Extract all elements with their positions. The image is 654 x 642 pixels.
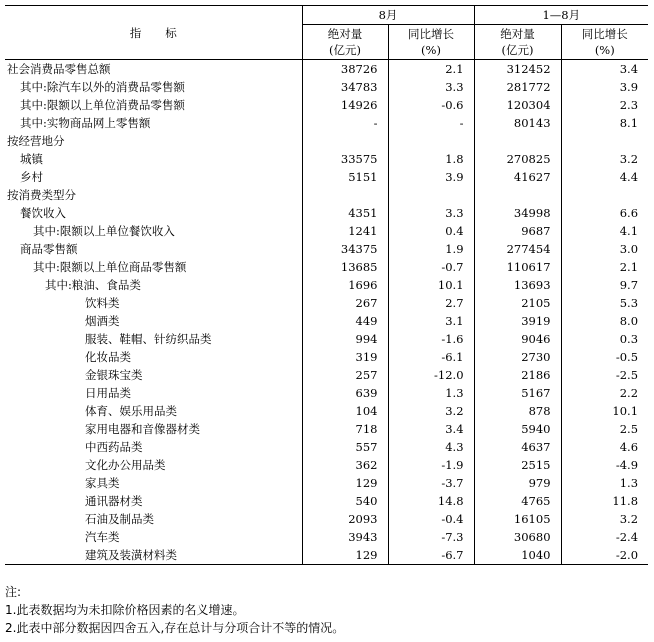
- table-row: [5, 294, 648, 312]
- aug-absolute-value: 257: [302, 366, 388, 384]
- aug-absolute-value: 557: [302, 438, 388, 456]
- ytd-absolute-value: 5167: [474, 384, 561, 402]
- aug-absolute-value: 34375: [302, 240, 388, 258]
- aug-yoy-value: -0.7: [388, 258, 474, 276]
- row-label: 服装、鞋帽、针纺织品类: [5, 330, 302, 348]
- ytd-yoy-value: -2.5: [615, 368, 639, 382]
- row-label: 家具类: [5, 474, 302, 492]
- ytd-absolute-value: 1040: [474, 546, 561, 565]
- ytd-yoy-value: [561, 132, 648, 150]
- ytd-yoy-value: 2.3: [619, 98, 639, 112]
- row-label: 其中:实物商品网上零售额: [5, 114, 302, 132]
- ytd-yoy-value: -2.4: [615, 530, 639, 544]
- table-body: [5, 60, 648, 565]
- ytd-absolute-value: 41627: [474, 168, 561, 186]
- ytd-yoy-value: 4.4: [619, 170, 639, 184]
- table-row: [5, 258, 648, 276]
- aug-yoy-value: 1.8: [388, 150, 474, 168]
- aug-yoy-value: -3.7: [388, 474, 474, 492]
- table-row: [5, 348, 648, 366]
- aug-absolute-value: 1241: [302, 222, 388, 240]
- table-row: [5, 60, 648, 79]
- table-row: [5, 492, 648, 510]
- aug-yoy-value: -0.6: [388, 96, 474, 114]
- aug-absolute-value: 129: [302, 474, 388, 492]
- aug-absolute-value: 3943: [302, 528, 388, 546]
- aug-yoy-value: -7.3: [388, 528, 474, 546]
- row-label: 文化办公用品类: [5, 456, 302, 474]
- col-header-line: 同比增长: [408, 27, 454, 41]
- aug-yoy-value: 3.1: [388, 312, 474, 330]
- ytd-absolute-value: [474, 132, 561, 150]
- table-row: [5, 132, 648, 150]
- ytd-absolute-value: 270825: [474, 150, 561, 168]
- ytd-yoy-value: 2.2: [619, 386, 639, 400]
- table-row: [5, 420, 648, 438]
- ytd-absolute-value: 120304: [474, 96, 561, 114]
- row-label: 其中:除汽车以外的消费品零售额: [5, 78, 302, 96]
- aug-yoy-value: 0.4: [388, 222, 474, 240]
- aug-yoy-value: -1.9: [388, 456, 474, 474]
- table-row: [5, 240, 648, 258]
- col-header-unit: (%): [421, 43, 441, 57]
- col-header-unit: (%): [594, 43, 615, 57]
- aug-absolute-value: 14926: [302, 96, 388, 114]
- ytd-yoy-value: 1.3: [619, 476, 639, 490]
- row-label: 体育、娱乐用品类: [5, 402, 302, 420]
- aug-yoy-value: -12.0: [388, 366, 474, 384]
- ytd-yoy-value: 0.3: [619, 332, 639, 346]
- ytd-yoy-value: 3.2: [619, 152, 639, 166]
- table-row: [5, 186, 648, 204]
- aug-absolute-value: 4351: [302, 204, 388, 222]
- row-label: 石油及制品类: [5, 510, 302, 528]
- row-label: 按经营地分: [5, 132, 302, 150]
- row-label: 按消费类型分: [5, 186, 302, 204]
- ytd-absolute-value: 16105: [474, 510, 561, 528]
- row-label: 商品零售额: [5, 240, 302, 258]
- ytd-absolute-value: 13693: [474, 276, 561, 294]
- row-label: 其中:限额以上单位餐饮收入: [5, 222, 302, 240]
- retail-sales-table: [5, 5, 648, 565]
- ytd-absolute-value: 2730: [474, 348, 561, 366]
- ytd-yoy-value: 8.0: [619, 314, 639, 328]
- row-label: 其中:限额以上单位消费品零售额: [5, 96, 302, 114]
- ytd-yoy-value: [561, 186, 648, 204]
- notes-section: [5, 583, 344, 637]
- table-row: [5, 330, 648, 348]
- aug-yoy-value: -6.7: [388, 546, 474, 565]
- indicator-header: 指标: [5, 6, 302, 60]
- ytd-yoy-value: 11.8: [612, 494, 639, 508]
- table-row: [5, 150, 648, 168]
- period-header-jan-aug: 1—8月: [474, 6, 648, 25]
- aug-absolute-value: 13685: [302, 258, 388, 276]
- ytd-absolute-value: 2515: [474, 456, 561, 474]
- aug-yoy-value: 3.3: [388, 78, 474, 96]
- aug-yoy-value: -0.4: [388, 510, 474, 528]
- aug-yoy-value: 4.3: [388, 438, 474, 456]
- ytd-yoy-value: 4.1: [619, 224, 639, 238]
- table-row: [5, 366, 648, 384]
- ytd-yoy-value: 3.4: [619, 62, 639, 76]
- ytd-yoy-value: 2.5: [619, 422, 639, 436]
- row-label: 通讯器材类: [5, 492, 302, 510]
- aug-yoy-value: -1.6: [388, 330, 474, 348]
- aug-absolute-value: 449: [302, 312, 388, 330]
- aug-yoy-value: 2.7: [388, 294, 474, 312]
- ytd-absolute-value: 878: [474, 402, 561, 420]
- ytd-absolute-value: 281772: [474, 78, 561, 96]
- notes-title: 注:: [5, 585, 22, 599]
- row-label: 其中:粮油、食品类: [5, 276, 302, 294]
- col-header-line: 绝对量: [500, 27, 535, 41]
- ytd-yoy-value: 5.3: [619, 296, 639, 310]
- aug-yoy-value: [388, 132, 474, 150]
- ytd-absolute-value: 4637: [474, 438, 561, 456]
- col-header-ytd-absolute: [474, 25, 561, 60]
- table-row: [5, 510, 648, 528]
- ytd-absolute-value: 9046: [474, 330, 561, 348]
- aug-absolute-value: 718: [302, 420, 388, 438]
- aug-absolute-value: -: [302, 114, 388, 132]
- ytd-yoy-value: 6.6: [619, 206, 639, 220]
- row-label: 烟酒类: [5, 312, 302, 330]
- col-header-line: 绝对量: [327, 27, 363, 41]
- note-line-1: 1.此表数据均为未扣除价格因素的名义增速。: [5, 603, 245, 617]
- ytd-yoy-value: -2.0: [561, 546, 648, 565]
- aug-yoy-value: -: [388, 114, 474, 132]
- aug-yoy-value: 2.1: [388, 60, 474, 79]
- ytd-absolute-value: 80143: [474, 114, 561, 132]
- aug-yoy-value: 1.9: [388, 240, 474, 258]
- aug-yoy-value: 3.9: [388, 168, 474, 186]
- aug-yoy-value: 1.3: [388, 384, 474, 402]
- row-label: 化妆品类: [5, 348, 302, 366]
- table-row: [5, 96, 648, 114]
- col-header-ytd-yoy: [561, 25, 648, 60]
- aug-absolute-value: 2093: [302, 510, 388, 528]
- row-label: 日用品类: [5, 384, 302, 402]
- aug-absolute-value: 38726: [302, 60, 388, 79]
- aug-absolute-value: 33575: [302, 150, 388, 168]
- aug-absolute-value: 639: [302, 384, 388, 402]
- aug-absolute-value: 5151: [302, 168, 388, 186]
- row-label: 金银珠宝类: [5, 366, 302, 384]
- aug-absolute-value: 34783: [302, 78, 388, 96]
- ytd-absolute-value: 979: [474, 474, 561, 492]
- ytd-yoy-value: 3.9: [619, 80, 639, 94]
- ytd-absolute-value: [474, 186, 561, 204]
- aug-absolute-value: 267: [302, 294, 388, 312]
- ytd-absolute-value: 30680: [474, 528, 561, 546]
- row-label: 家用电器和音像器材类: [5, 420, 302, 438]
- ytd-absolute-value: 2105: [474, 294, 561, 312]
- ytd-absolute-value: 312452: [474, 60, 561, 79]
- aug-absolute-value: 319: [302, 348, 388, 366]
- ytd-absolute-value: 3919: [474, 312, 561, 330]
- ytd-absolute-value: 2186: [474, 366, 561, 384]
- ytd-absolute-value: 34998: [474, 204, 561, 222]
- aug-yoy-value: 3.2: [388, 402, 474, 420]
- table-row: [5, 204, 648, 222]
- ytd-yoy-value: 3.0: [619, 242, 639, 256]
- ytd-absolute-value: 277454: [474, 240, 561, 258]
- row-label: 乡村: [5, 168, 302, 186]
- row-label: 中西药品类: [5, 438, 302, 456]
- period-header-august: 8月: [302, 6, 474, 25]
- table-row: [5, 276, 648, 294]
- col-header-aug-absolute: [302, 25, 388, 60]
- table-row: [5, 456, 648, 474]
- col-header-line: 同比增长: [581, 27, 628, 41]
- row-label: 其中:限额以上单位商品零售额: [5, 258, 302, 276]
- aug-absolute-value: [302, 132, 388, 150]
- table-row: [5, 402, 648, 420]
- row-label: 餐饮收入: [5, 204, 302, 222]
- aug-absolute-value: [302, 186, 388, 204]
- aug-absolute-value: 994: [302, 330, 388, 348]
- aug-yoy-value: [388, 186, 474, 204]
- row-label: 社会消费品零售总额: [5, 60, 302, 79]
- table-row: [5, 546, 648, 565]
- table-row: [5, 114, 648, 132]
- table-row: [5, 384, 648, 402]
- ytd-yoy-value: 10.1: [612, 404, 639, 418]
- row-label: 汽车类: [5, 528, 302, 546]
- table-row: [5, 168, 648, 186]
- aug-yoy-value: 10.1: [388, 276, 474, 294]
- ytd-yoy-value: 8.1: [619, 116, 639, 130]
- aug-yoy-value: 3.4: [388, 420, 474, 438]
- ytd-yoy-value: 2.1: [619, 260, 639, 274]
- ytd-absolute-value: 9687: [474, 222, 561, 240]
- note-line-2: 2.此表中部分数据因四舍五入,存在总计与分项合计不等的情况。: [5, 621, 345, 635]
- row-label: 饮料类: [5, 294, 302, 312]
- aug-absolute-value: 540: [302, 492, 388, 510]
- ytd-yoy-value: 9.7: [619, 278, 639, 292]
- aug-absolute-value: 104: [302, 402, 388, 420]
- aug-yoy-value: 3.3: [388, 204, 474, 222]
- col-header-unit: (亿元): [501, 43, 534, 57]
- table-row: [5, 78, 648, 96]
- ytd-yoy-value: 3.2: [619, 512, 639, 526]
- ytd-absolute-value: 5940: [474, 420, 561, 438]
- table-row: [5, 528, 648, 546]
- aug-absolute-value: 362: [302, 456, 388, 474]
- ytd-yoy-value: -0.5: [615, 350, 639, 364]
- table-row: [5, 474, 648, 492]
- aug-absolute-value: 1696: [302, 276, 388, 294]
- row-label: 城镇: [5, 150, 302, 168]
- aug-absolute-value: 129: [302, 546, 388, 565]
- col-header-unit: (亿元): [329, 43, 361, 57]
- ytd-yoy-value: -4.9: [615, 458, 639, 472]
- table-row: [5, 438, 648, 456]
- ytd-absolute-value: 4765: [474, 492, 561, 510]
- ytd-yoy-value: 4.6: [619, 440, 639, 454]
- col-header-aug-yoy: [388, 25, 474, 60]
- table-row: [5, 312, 648, 330]
- row-label: 建筑及装潢材料类: [5, 546, 302, 565]
- aug-yoy-value: 14.8: [388, 492, 474, 510]
- aug-yoy-value: -6.1: [388, 348, 474, 366]
- table-row: [5, 222, 648, 240]
- ytd-absolute-value: 110617: [474, 258, 561, 276]
